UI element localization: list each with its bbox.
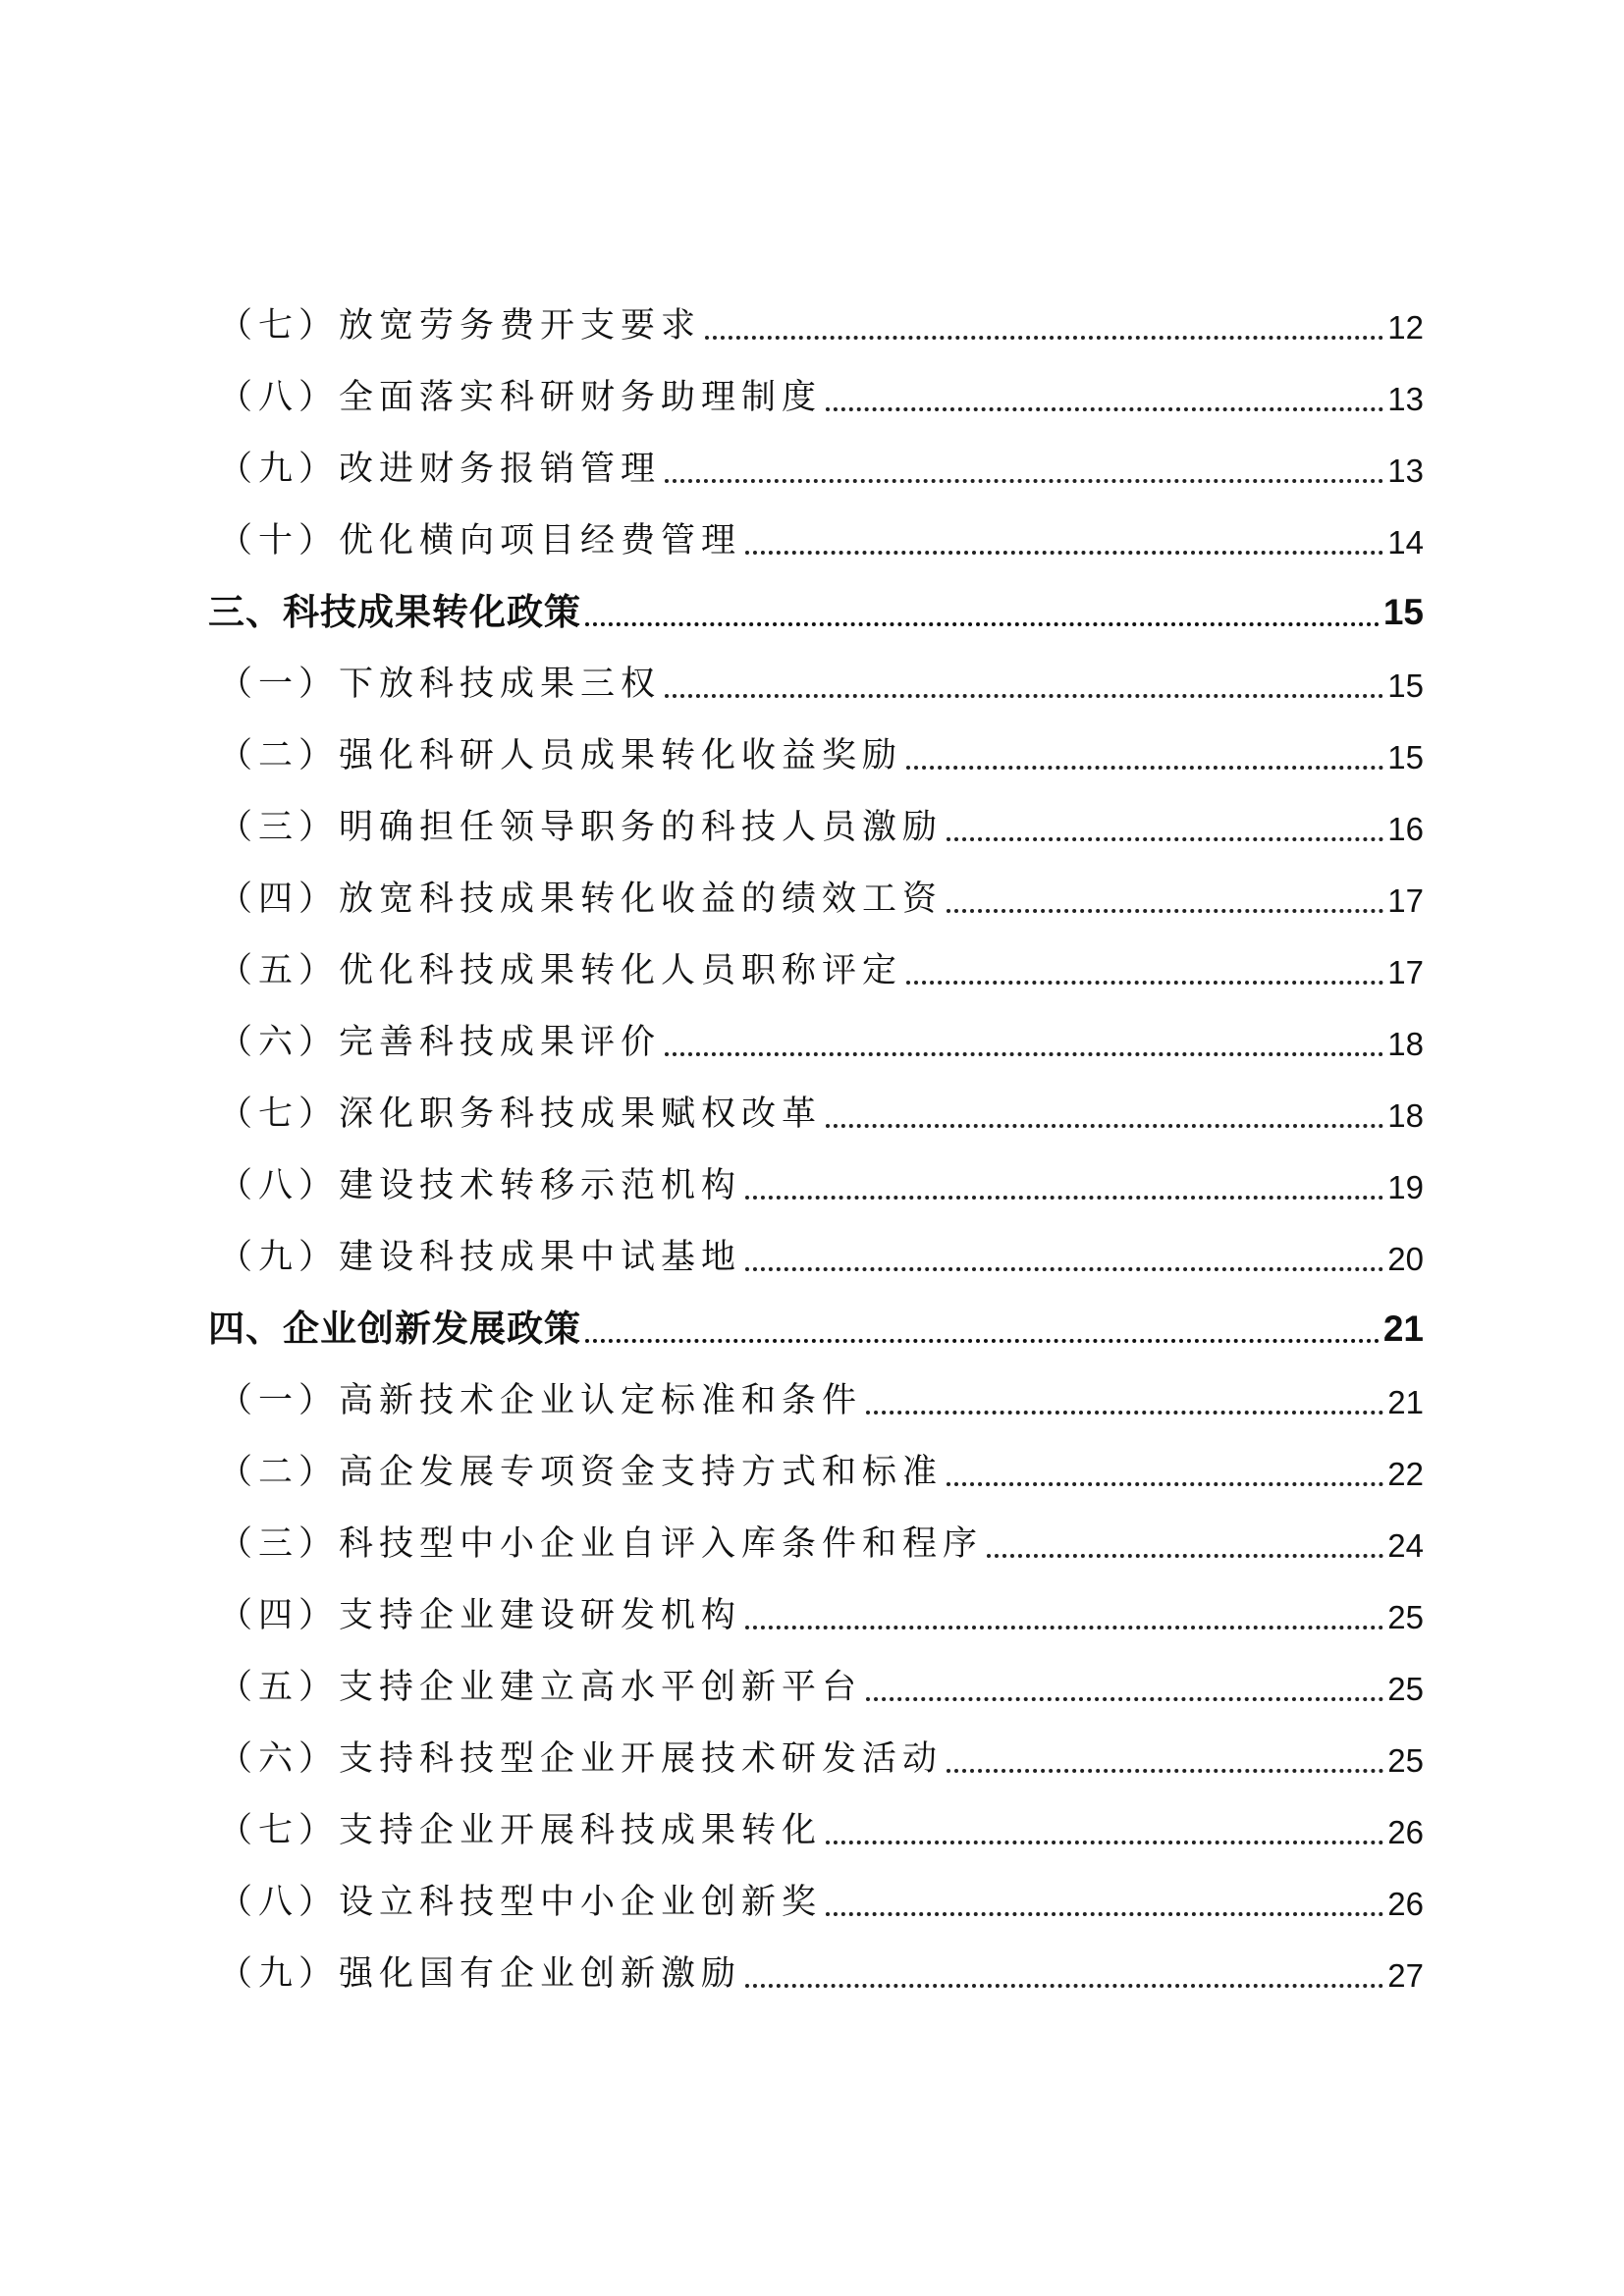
toc-leader-dots xyxy=(745,1984,1383,1988)
toc-entry-title: （一）高新技术企业认定标准和条件 xyxy=(218,1381,863,1420)
toc-leader-dots xyxy=(947,837,1383,841)
toc-leader-dots xyxy=(665,694,1383,698)
toc-entry-title: （二）高企发展专项资金支持方式和标准 xyxy=(218,1453,944,1492)
toc-entry-page: 18 xyxy=(1387,1026,1424,1062)
toc-leader-dots xyxy=(826,1124,1383,1128)
toc-entry-page: 16 xyxy=(1387,811,1424,847)
toc-leader-dots xyxy=(987,1554,1383,1558)
toc-entry[interactable] xyxy=(218,868,1424,917)
toc-entry-page: 17 xyxy=(1387,882,1424,919)
toc-entry-title: （七）放宽劳务费开支要求 xyxy=(218,306,702,346)
toc-entry-page: 22 xyxy=(1387,1456,1424,1492)
toc-entry[interactable] xyxy=(218,509,1424,559)
toc-entry[interactable] xyxy=(218,1369,1424,1418)
toc-entry-page: 15 xyxy=(1387,739,1424,775)
toc-entry-title: （三）科技型中小企业自评入库条件和程序 xyxy=(218,1524,984,1564)
toc-leader-dots xyxy=(866,1411,1383,1415)
toc-entry-page: 19 xyxy=(1387,1169,1424,1205)
toc-entry-page: 20 xyxy=(1387,1241,1424,1277)
toc-entry-title: （七）支持企业开展科技成果转化 xyxy=(218,1811,823,1850)
toc-leader-dots xyxy=(906,766,1383,770)
toc-entry-title: （一）下放科技成果三权 xyxy=(218,665,662,704)
toc-entry[interactable] xyxy=(218,1943,1424,1992)
toc-entry[interactable] xyxy=(218,1871,1424,1920)
toc-entry[interactable] xyxy=(218,294,1424,344)
toc-section-page: 15 xyxy=(1382,592,1424,632)
toc-leader-dots xyxy=(947,1482,1383,1486)
toc-entry[interactable] xyxy=(218,1011,1424,1060)
toc-section-title: 三、科技成果转化政策 xyxy=(208,591,581,633)
toc-entry[interactable] xyxy=(218,1799,1424,1848)
toc-entry-title: （三）明确担任领导职务的科技人员激励 xyxy=(218,808,944,847)
toc-entry-title: （五）优化科技成果转化人员职称评定 xyxy=(218,951,903,990)
toc-leader-dots xyxy=(745,551,1383,555)
toc-leader-dots xyxy=(906,981,1383,985)
toc-entry-title: （十）优化横向项目经费管理 xyxy=(218,521,742,561)
toc-leader-dots xyxy=(585,1339,1380,1343)
toc-entry-title: （五）支持企业建立高水平创新平台 xyxy=(218,1668,863,1707)
toc-leader-dots xyxy=(826,1912,1383,1916)
toc-entry-page: 26 xyxy=(1387,1886,1424,1922)
toc-entry-page: 13 xyxy=(1387,381,1424,417)
toc-entry-title: （八）设立科技型中小企业创新奖 xyxy=(218,1883,823,1922)
toc-entry[interactable] xyxy=(218,1584,1424,1633)
toc-entry-page: 17 xyxy=(1387,954,1424,990)
toc-entry[interactable] xyxy=(218,724,1424,774)
toc-section-page: 21 xyxy=(1382,1308,1424,1349)
toc-leader-dots xyxy=(585,622,1380,626)
toc-entry[interactable] xyxy=(218,1083,1424,1132)
toc-entry-page: 26 xyxy=(1387,1814,1424,1850)
toc-entry-page: 21 xyxy=(1387,1384,1424,1420)
toc-leader-dots xyxy=(745,1196,1383,1200)
toc-entry-title: （六）完善科技成果评价 xyxy=(218,1023,662,1062)
toc-leader-dots xyxy=(745,1267,1383,1271)
toc-entry-title: （九）强化国有企业创新激励 xyxy=(218,1954,742,1994)
toc-section-heading[interactable] xyxy=(208,581,1424,633)
toc-entry[interactable] xyxy=(218,939,1424,988)
toc-entry[interactable] xyxy=(218,366,1424,415)
toc-leader-dots xyxy=(665,479,1383,483)
toc-leader-dots xyxy=(947,1769,1383,1773)
toc-entry[interactable] xyxy=(218,1728,1424,1777)
toc-entry-title: （八）全面落实科研财务助理制度 xyxy=(218,378,823,417)
toc-leader-dots xyxy=(705,336,1383,340)
toc-entry-title: （四）支持企业建设研发机构 xyxy=(218,1596,742,1635)
toc-entry-page: 24 xyxy=(1387,1527,1424,1564)
toc-entry-page: 25 xyxy=(1387,1671,1424,1707)
toc-leader-dots xyxy=(866,1697,1383,1701)
toc-entry-title: （七）深化职务科技成果赋权改革 xyxy=(218,1095,823,1134)
toc-leader-dots xyxy=(826,1841,1383,1844)
toc-entry-page: 13 xyxy=(1387,453,1424,489)
toc-entry-page: 27 xyxy=(1387,1957,1424,1994)
toc-entry[interactable] xyxy=(218,1226,1424,1275)
toc-entry-page: 15 xyxy=(1387,667,1424,704)
toc-entry-title: （八）建设技术转移示范机构 xyxy=(218,1166,742,1205)
toc-leader-dots xyxy=(745,1626,1383,1629)
toc-entry[interactable] xyxy=(218,796,1424,845)
toc-entry-title: （六）支持科技型企业开展技术研发活动 xyxy=(218,1739,944,1779)
toc-entry[interactable] xyxy=(218,1656,1424,1705)
toc-entry-page: 25 xyxy=(1387,1742,1424,1779)
toc-leader-dots xyxy=(665,1052,1383,1056)
toc-section-title: 四、企业创新发展政策 xyxy=(208,1308,581,1350)
toc-entry-page: 25 xyxy=(1387,1599,1424,1635)
toc-entry-page: 12 xyxy=(1387,309,1424,346)
toc-entry-title: （九）建设科技成果中试基地 xyxy=(218,1238,742,1277)
toc-entry-title: （四）放宽科技成果转化收益的绩效工资 xyxy=(218,880,944,919)
toc-entry[interactable] xyxy=(218,1154,1424,1203)
toc-entry-page: 14 xyxy=(1387,524,1424,561)
toc-entry[interactable] xyxy=(218,1513,1424,1562)
toc-entry-title: （二）强化科研人员成果转化收益奖励 xyxy=(218,736,903,775)
toc-leader-dots xyxy=(947,909,1383,913)
toc-entry[interactable] xyxy=(218,653,1424,702)
toc-entry-page: 18 xyxy=(1387,1097,1424,1134)
toc-entry-title: （九）改进财务报销管理 xyxy=(218,450,662,489)
toc-entry[interactable] xyxy=(218,438,1424,487)
toc-leader-dots xyxy=(826,407,1383,411)
toc-section-heading[interactable] xyxy=(208,1298,1424,1350)
toc-entry[interactable] xyxy=(218,1441,1424,1490)
